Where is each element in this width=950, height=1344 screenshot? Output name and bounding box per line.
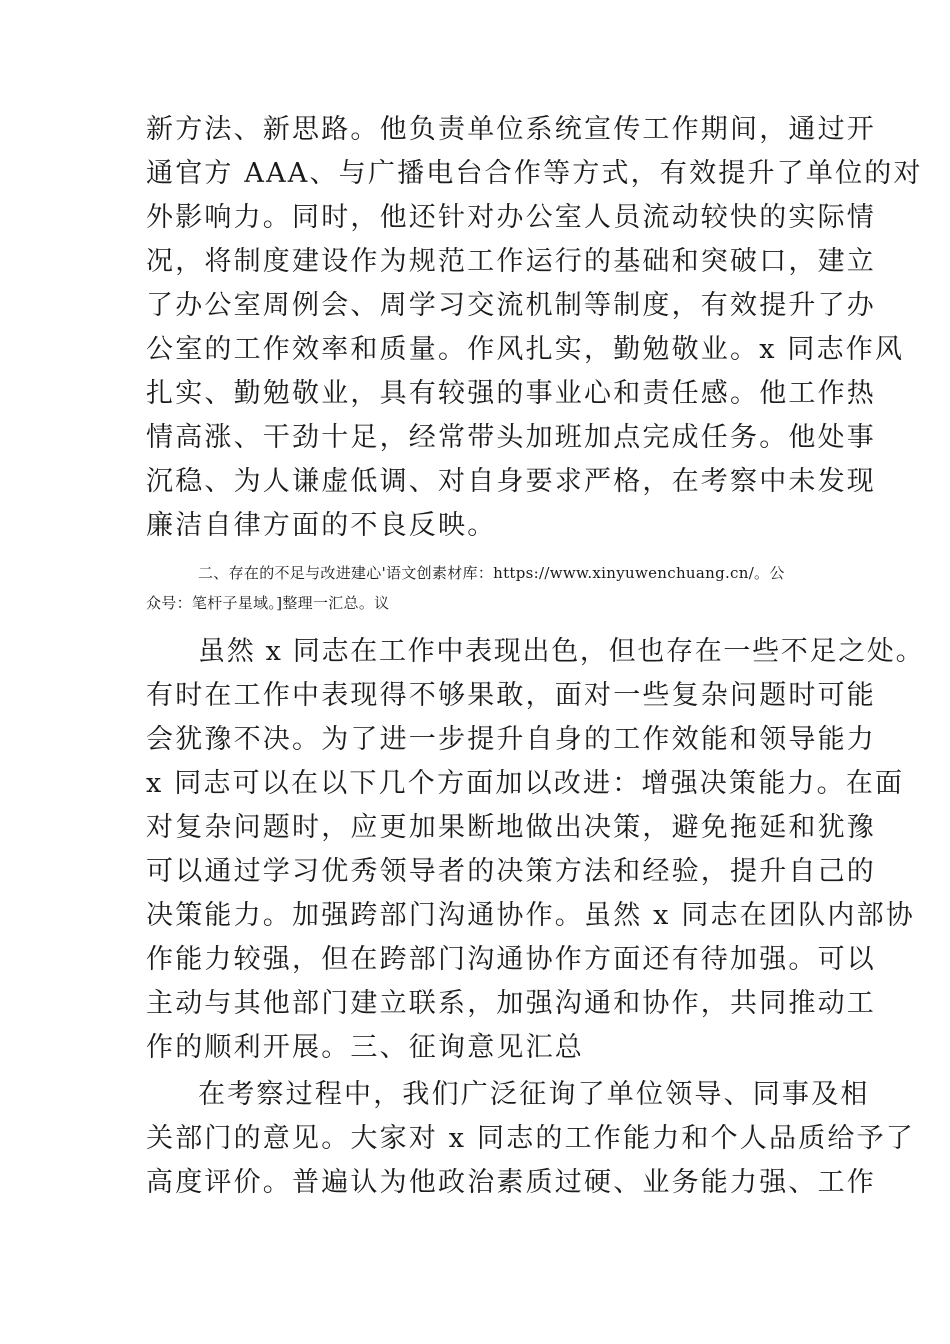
- paragraph-line: 可以通过学习优秀领导者的决策方法和经验，提升自己的: [146, 856, 876, 887]
- paragraph-line: x 同志可以在以下几个方面加以改进：增强决策能力。在面: [146, 768, 905, 799]
- paragraph-line: 新方法、新思路。他负责单位系统宣传工作期间，通过开: [146, 114, 876, 145]
- paragraph-line: 主动与其他部门建立联系，加强沟通和协作，共同推动工: [146, 988, 876, 1019]
- paragraph-line: 作能力较强，但在跨部门沟通协作方面还有待加强。可以: [146, 944, 876, 975]
- paragraph-line: 廉洁自律方面的不良反映。: [146, 510, 497, 541]
- paragraph-line: 况，将制度建设作为规范工作运行的基础和突破口，建立: [146, 246, 876, 277]
- paragraph-line: 虽然 x 同志在工作中表现出色，但也存在一些不足之处。: [198, 636, 925, 667]
- paragraph-line: 会犹豫不决。为了进一步提升自身的工作效能和领导能力: [146, 724, 876, 755]
- paragraph-line: 在考察过程中，我们广泛征询了单位领导、同事及相: [198, 1079, 870, 1110]
- paragraph-line: 通官方 AAA、与广播电台合作等方式，有效提升了单位的对: [146, 158, 923, 189]
- paragraph-line: 沉稳、为人谦虚低调、对自身要求严格，在考察中未发现: [146, 466, 876, 497]
- paragraph-line: 关部门的意见。大家对 x 同志的工作能力和个人品质给予了: [146, 1123, 915, 1154]
- section-heading-line: 二、存在的不足与改进建心'语文创素材库：https://www.xinyuwenchuang.cn/。公: [198, 564, 785, 582]
- paragraph-line: 有时在工作中表现得不够果敢，面对一些复杂问题时可能: [146, 680, 876, 711]
- paragraph-line: 高度评价。普遍认为他政治素质过硬、业务能力强、工作: [146, 1167, 876, 1198]
- paragraph-line: 公室的工作效率和质量。作风扎实，勤勉敬业。x 同志作风: [146, 334, 905, 365]
- paragraph-line: 情高涨、干劲十足，经常带头加班加点完成任务。他处事: [146, 422, 876, 453]
- paragraph-line: 扎实、勤勉敬业，具有较强的事业心和责任感。他工作热: [146, 378, 876, 409]
- section-heading-line: 众号：笔杆子星域。]整理一汇总。议: [146, 594, 390, 612]
- paragraph-line: 决策能力。加强跨部门沟通协作。虽然 x 同志在团队内部协: [146, 900, 915, 931]
- paragraph-line: 作的顺利开展。三、征询意见汇总: [146, 1032, 584, 1063]
- paragraph-line: 了办公室周例会、周学习交流机制等制度，有效提升了办: [146, 290, 876, 321]
- paragraph-line: 对复杂问题时，应更加果断地做出决策，避免拖延和犹豫: [146, 812, 876, 843]
- paragraph-line: 外影响力。同时，他还针对办公室人员流动较快的实际情: [146, 202, 876, 233]
